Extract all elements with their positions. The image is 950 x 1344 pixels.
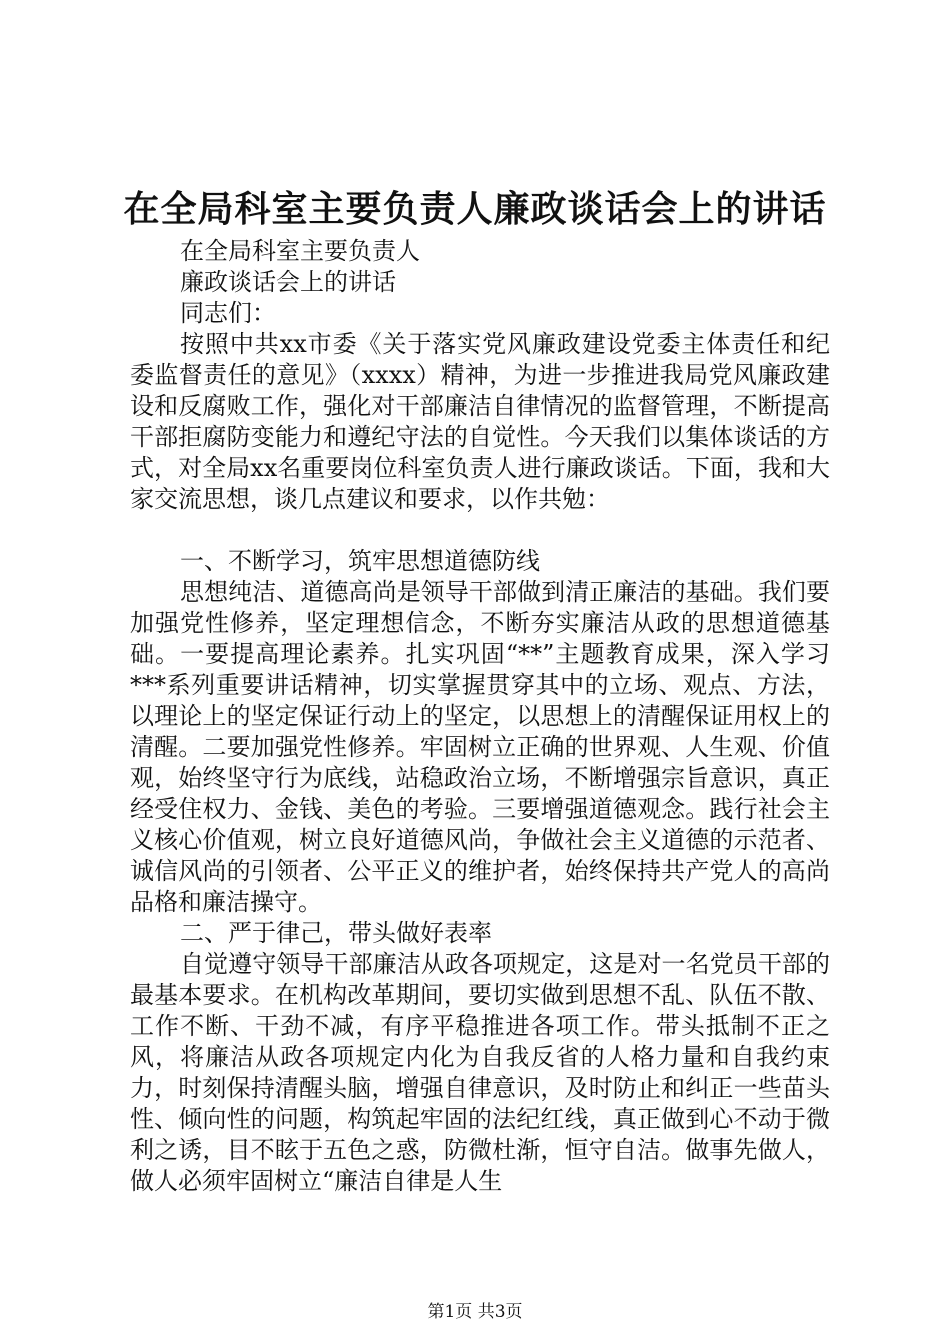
document-title: 在全局科室主要负责人廉政谈话会上的讲话 (123, 188, 827, 230)
section-2-paragraph: 自觉遵守领导干部廉洁从政各项规定，这是对一名党员干部的最基本要求。在机构改革期间，要切实做到思想不乱、队伍不散、工作不断、干劲不减，有序平稳推进各项工作。带头抵制不正之风，将廉洁从政各项规定内化为自我反省的人格力量和自我约束力，时刻保持清醒头脑，增强自律意识，及时防止和纠正一些苗头性、倾向性的问题，构筑起牢固的法纪红线，真正做到心不动于微利之诱，目不眩于五色之惑，防微杜渐，恒守自洁。做事先做人，做人必须牢固树立“廉洁自律是人生 (130, 950, 830, 1195)
document-body (130, 236, 830, 1197)
intro-paragraph: 按照中共xx市委《关于落实党风廉政建设党委主体责任和纪委监督责任的意见》（xxxx）精神，为进一步推进我局党风廉政建设和反腐败工作，强化对干部廉洁自律情况的监督管理，不断提高干部拒腐防变能力和遵纪守法的自觉性。今天我们以集体谈话的方式，对全局xx名重要岗位科室负责人进行廉政谈话。下面，我和大家交流思想，谈几点建议和要求，以作共勉： (130, 330, 830, 513)
salutation: 同志们： (180, 299, 276, 327)
paragraph-gap (130, 515, 830, 546)
section-2-heading: 二、严于律己，带头做好表率 (180, 919, 492, 947)
section-1-heading: 一、不断学习，筑牢思想道德防线 (180, 547, 540, 575)
page-number-footer: 第1页 共3页 (427, 1302, 523, 1322)
subtitle-line-2: 廉政谈话会上的讲话 (180, 268, 396, 296)
subtitle-line-1: 在全局科室主要负责人 (180, 237, 420, 265)
section-1-paragraph: 思想纯洁、道德高尚是领导干部做到清正廉洁的基础。我们要加强党性修养，坚定理想信念，不断夯实廉洁从政的思想道德基础。一要提高理论素养。扎实巩固“**”主题教育成果，深入学习***系列重要讲话精神，切实掌握贯穿其中的立场、观点、方法，以理论上的坚定保证行动上的坚定，以思想上的清醒保证用权上的清醒。二要加强党性修养。牢固树立正确的世界观、人生观、价值观，始终坚守行为底线，站稳政治立场，不断增强宗旨意识，真正经受住权力、金钱、美色的考验。三要增强道德观念。践行社会主义核心价值观，树立良好道德风尚，争做社会主义道德的示范者、诚信风尚的引领者、公平正义的维护者，始终保持共产党人的高尚品格和廉洁操守。 (130, 578, 830, 916)
